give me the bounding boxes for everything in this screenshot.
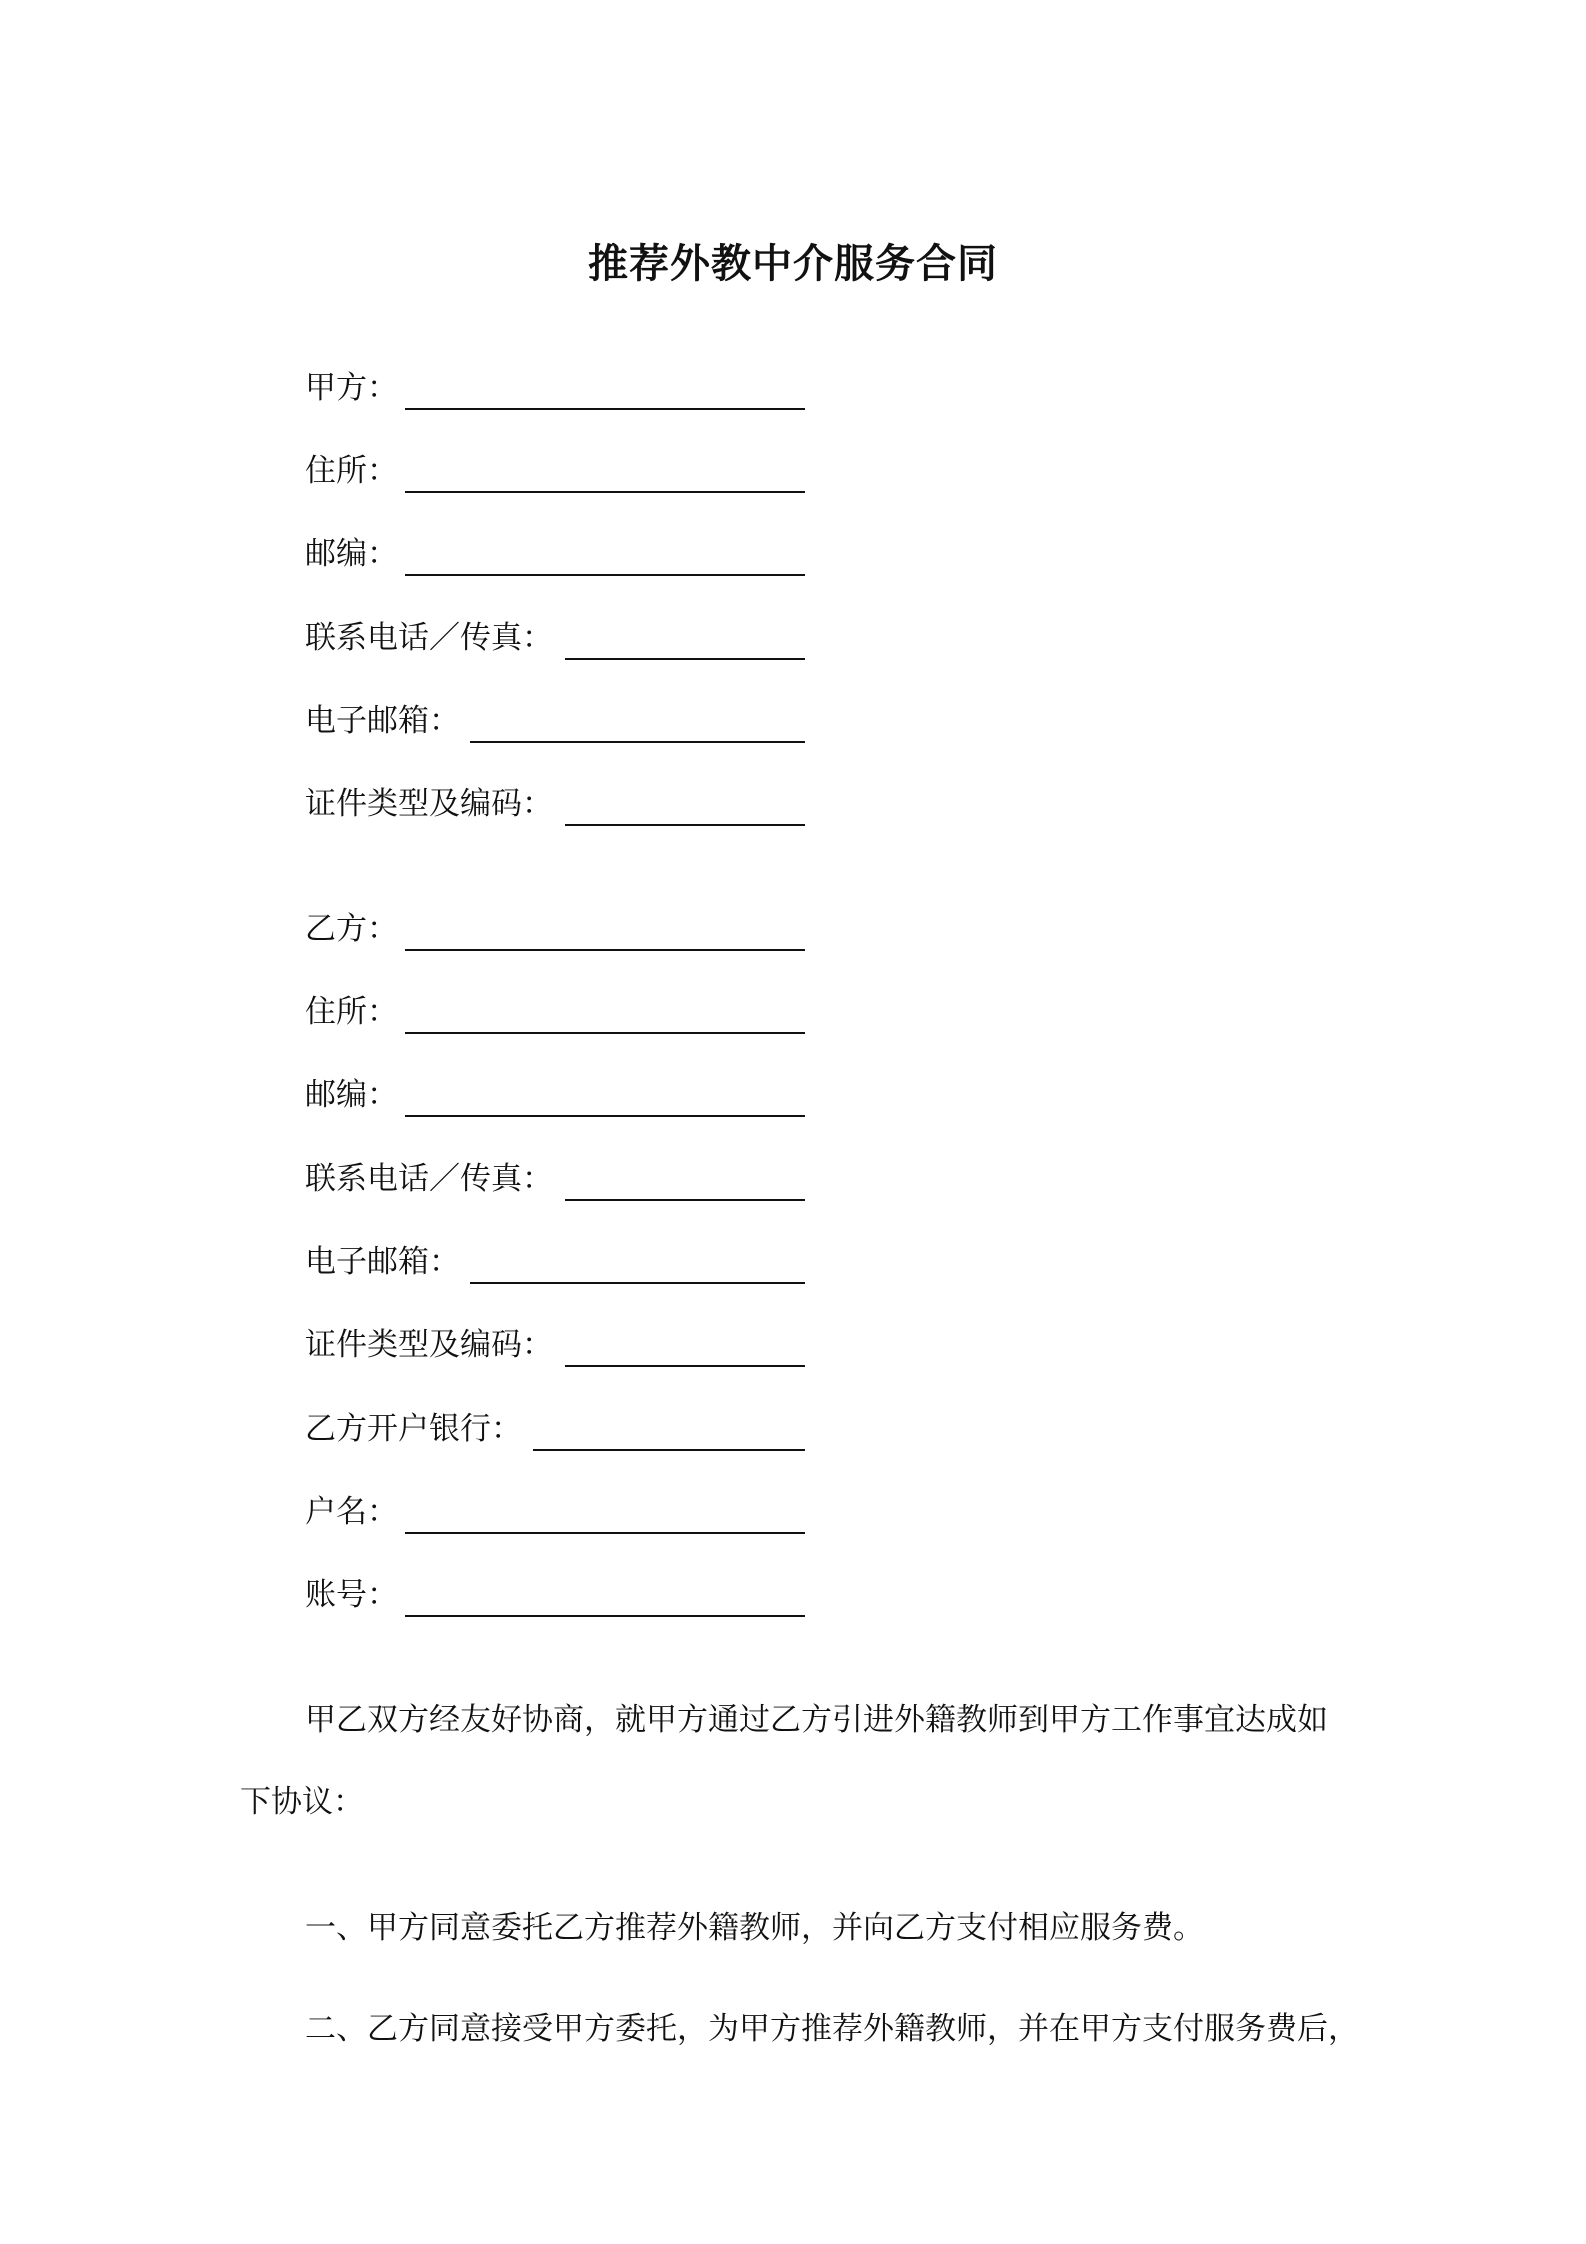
party-b-phone-fax-field[interactable] xyxy=(305,1153,805,1201)
fill-in-line[interactable] xyxy=(405,1532,805,1534)
intro-paragraph-line1: 甲乙双方经友好协商，就甲方通过乙方引进外籍教师到甲方工作事宜达成如 xyxy=(305,1702,1328,1738)
fill-in-line[interactable] xyxy=(405,574,805,576)
party-b-name-field[interactable] xyxy=(305,903,805,951)
party-b-email-field[interactable] xyxy=(305,1236,805,1284)
fill-in-line[interactable] xyxy=(565,658,805,660)
field-label: 甲方： xyxy=(305,370,398,406)
fill-in-line[interactable] xyxy=(405,1615,805,1617)
field-label: 住所： xyxy=(305,994,398,1030)
fill-in-line[interactable] xyxy=(565,824,805,826)
field-label: 住所： xyxy=(305,453,398,489)
clause-1: 一、甲方同意委托乙方推荐外籍教师，并向乙方支付相应服务费。 xyxy=(305,1910,1204,1946)
fill-in-line[interactable] xyxy=(470,1282,805,1284)
party-a-postcode-field[interactable] xyxy=(305,528,805,576)
field-label: 联系电话／传真： xyxy=(305,1161,553,1197)
field-label: 邮编： xyxy=(305,1077,398,1113)
party-a-email-field[interactable] xyxy=(305,695,805,743)
fill-in-line[interactable] xyxy=(565,1199,805,1201)
fill-in-line[interactable] xyxy=(405,949,805,951)
fill-in-line[interactable] xyxy=(405,408,805,410)
party-b-address-field[interactable] xyxy=(305,986,805,1034)
fill-in-line[interactable] xyxy=(565,1365,805,1367)
field-label: 电子邮箱： xyxy=(305,703,460,739)
fill-in-line[interactable] xyxy=(405,1032,805,1034)
field-label: 账号： xyxy=(305,1577,398,1613)
field-label: 证件类型及编码： xyxy=(305,786,553,822)
fill-in-line[interactable] xyxy=(470,741,805,743)
fill-in-line[interactable] xyxy=(533,1449,805,1451)
party-a-name-field[interactable] xyxy=(305,362,805,410)
field-label: 电子邮箱： xyxy=(305,1244,460,1280)
field-label: 乙方开户银行： xyxy=(305,1411,522,1447)
party-b-account-number-field[interactable] xyxy=(305,1569,805,1617)
party-a-id-field[interactable] xyxy=(305,778,805,826)
party-a-phone-fax-field[interactable] xyxy=(305,612,805,660)
party-b-bank-field[interactable] xyxy=(305,1403,805,1451)
fill-in-line[interactable] xyxy=(405,491,805,493)
field-label: 户名： xyxy=(305,1494,398,1530)
field-label: 邮编： xyxy=(305,536,398,572)
fill-in-line[interactable] xyxy=(405,1115,805,1117)
party-a-address-field[interactable] xyxy=(305,445,805,493)
field-label: 证件类型及编码： xyxy=(305,1327,553,1363)
clause-2: 二、乙方同意接受甲方委托，为甲方推荐外籍教师，并在甲方支付服务费后， xyxy=(305,2011,1359,2047)
party-b-id-field[interactable] xyxy=(305,1319,805,1367)
party-b-postcode-field[interactable] xyxy=(305,1069,805,1117)
party-b-account-name-field[interactable] xyxy=(305,1486,805,1534)
document-title: 推荐外教中介服务合同 xyxy=(588,241,998,287)
intro-paragraph-line2: 下协议： xyxy=(240,1784,364,1820)
field-label: 乙方： xyxy=(305,911,398,947)
field-label: 联系电话／传真： xyxy=(305,620,553,656)
